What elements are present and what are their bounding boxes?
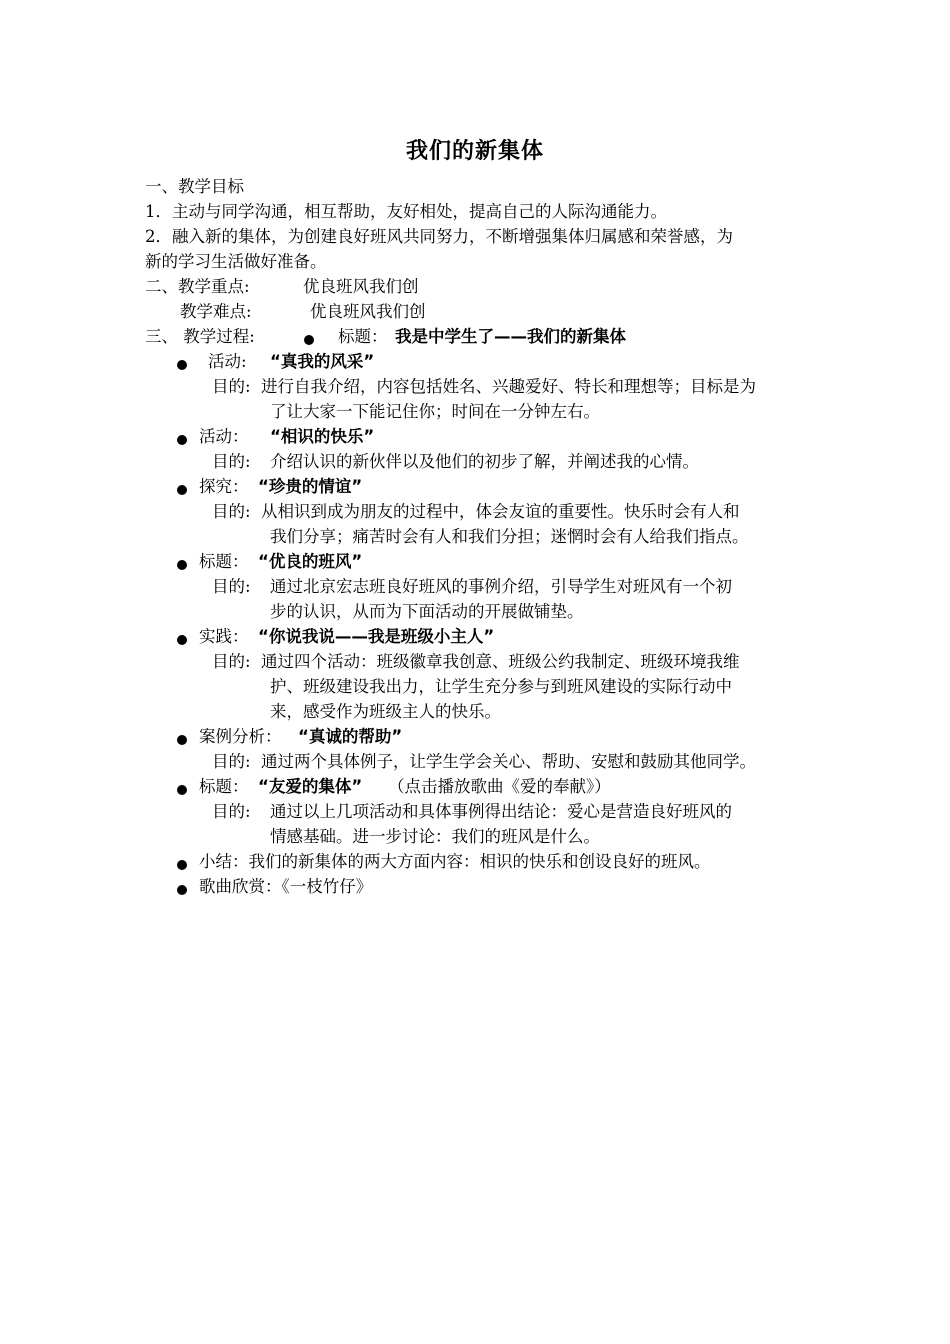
- item-title: “真我的风采”: [270, 352, 375, 371]
- item-label: 活动：: [199, 427, 249, 446]
- key-point-value: 优良班风我们创: [303, 277, 419, 296]
- objective-2-line-1: 2．融入新的集体，为创建良好班风共同努力，不断增强集体归属感和荣誉感，为: [145, 227, 733, 246]
- difficulty-value: 优良班风我们创: [310, 302, 426, 321]
- item-title: “你说我说——我是班级小主人”: [258, 627, 495, 646]
- purpose-line: 通过北京宏志班良好班风的事例介绍，引导学生对班风有一个初: [270, 577, 732, 596]
- process-heading: 我是中学生了——我们的新集体: [395, 327, 626, 346]
- objective-1: 1．主动与同学沟通，相互帮助，友好相处，提高自己的人际沟通能力。: [145, 202, 667, 221]
- song-appreciation: 歌曲欣赏：《一枝竹仔》: [199, 877, 373, 896]
- purpose-label: 目的:: [212, 377, 251, 396]
- process-heading-label: 标题：: [338, 327, 388, 346]
- purpose-line: 了让大家一下能记住你；时间在一分钟左右。: [270, 402, 600, 421]
- item-note: （点击播放歌曲《爱的奉献》）: [388, 777, 611, 796]
- purpose-label: 目的:: [212, 752, 251, 771]
- item-label: 案例分析：: [199, 727, 282, 746]
- bullet-icon: [177, 556, 187, 575]
- purpose-line: 情感基础。进一步讨论：我们的班风是什么。: [270, 827, 600, 846]
- purpose-line: 通过两个具体例子，让学生学会关心、帮助、安慰和鼓励其他同学。: [261, 752, 756, 771]
- purpose-label: 目的:: [212, 652, 251, 671]
- purpose-line: 护、班级建设我出力，让学生充分参与到班风建设的实际行动中: [270, 677, 732, 696]
- item-title: “友爱的集体”: [258, 777, 363, 796]
- item-label: 标题：: [199, 777, 249, 796]
- item-title: “真诚的帮助”: [298, 727, 403, 746]
- purpose-line: 介绍认识的新伙伴以及他们的初步了解，并阐述我的心情。: [270, 452, 699, 471]
- bullet-icon: [304, 331, 314, 350]
- item-title: “珍贵的情谊”: [258, 477, 363, 496]
- purpose-line: 我们分享；痛苦时会有人和我们分担；迷惘时会有人给我们指点。: [270, 527, 749, 546]
- section-heading-objectives: 一、教学目标: [145, 177, 244, 196]
- purpose-line: 通过以上几项活动和具体事例得出结论：爱心是营造良好班风的: [270, 802, 732, 821]
- purpose-label: 目的:: [212, 502, 251, 521]
- bullet-icon: [177, 631, 187, 650]
- bullet-icon: [177, 856, 187, 875]
- purpose-label: 目的:: [212, 577, 251, 596]
- item-label: 探究：: [199, 477, 249, 496]
- purpose-line: 从相识到成为朋友的过程中，体会友谊的重要性。快乐时会有人和: [261, 502, 740, 521]
- key-point-label: 二、教学重点:: [145, 277, 250, 296]
- item-title: “优良的班风”: [258, 552, 363, 571]
- page-title: 我们的新集体: [405, 139, 544, 164]
- purpose-line: 通过四个活动：班级徽章我创意、班级公约我制定、班级环境我维: [261, 652, 740, 671]
- purpose-label: 目的:: [212, 802, 251, 821]
- bullet-icon: [177, 431, 187, 450]
- summary: 小结：我们的新集体的两大方面内容：相识的快乐和创设良好的班风。: [199, 852, 711, 871]
- item-label: 标题：: [199, 552, 249, 571]
- bullet-icon: [177, 731, 187, 750]
- bullet-icon: [177, 481, 187, 500]
- item-label: 实践：: [199, 627, 249, 646]
- difficulty-label: 教学难点:: [180, 302, 252, 321]
- bullet-icon: [177, 356, 187, 375]
- item-title: “相识的快乐”: [270, 427, 375, 446]
- purpose-line: 步的认识，从而为下面活动的开展做铺垫。: [270, 602, 584, 621]
- purpose-line: 进行自我介绍，内容包括姓名、兴趣爱好、特长和理想等；目标是为: [261, 377, 756, 396]
- process-label: 三、 教学过程:: [145, 327, 255, 346]
- item-label: 活动:: [208, 352, 247, 371]
- bullet-icon: [177, 781, 187, 800]
- objective-2-line-2: 新的学习生活做好准备。: [145, 252, 327, 271]
- purpose-line: 来，感受作为班级主人的快乐。: [270, 702, 501, 721]
- bullet-icon: [177, 881, 187, 900]
- purpose-label: 目的:: [212, 452, 251, 471]
